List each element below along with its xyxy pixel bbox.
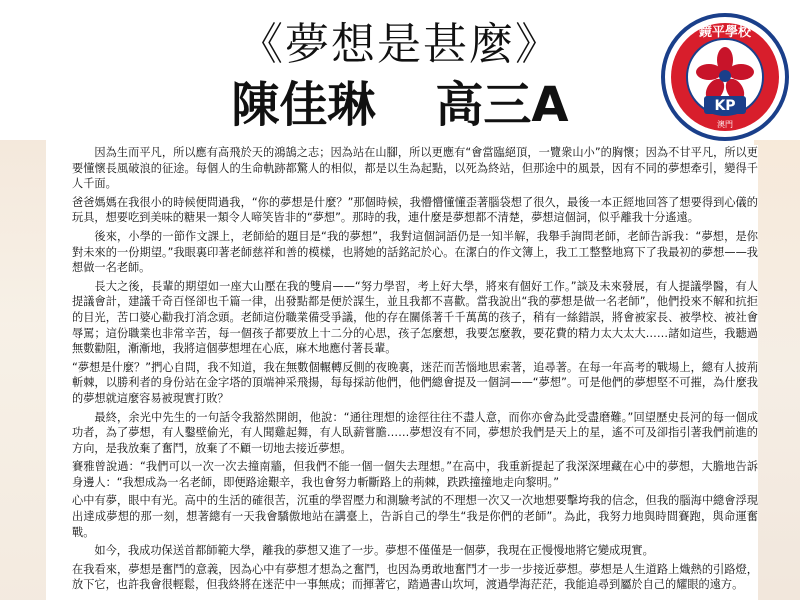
paragraph: 最終，余光中先生的一句話令我豁然開朗，他說：“通往理想的途徑往往不盡人意，而你亦會為此受盡磨難。”回望歷史長河的每一個成功者，為了夢想，有人鑿壁偷光，有人聞雞起舞，有人臥薪嘗膽……夢想沒有不同，夢想於我們是天上的星，遙不可及卻指引著我們前進的方向，是我放棄了奮鬥，放棄了不顧一切地去接近夢想。 — [72, 410, 758, 455]
school-logo — [660, 12, 790, 142]
essay-title: 《夢想是甚麼》 — [239, 19, 561, 70]
paragraph: 因為生而平凡，所以應有高飛於天的鴻鵠之志；因為站在山腳，所以更應有“會當臨絕頂，一覽衆山小”的胸懷；因為不甘平凡，所以更要懂懷長風破浪的征途。每個人的生命軌跡都驚人的相似，都是以生為起點，以死為終站，但那途中的風景，因有不同的夢想牽引，變得千人千面。 — [72, 146, 758, 191]
author-class: 高三A — [435, 77, 569, 133]
essay-body — [72, 145, 758, 600]
right-decorative-strip — [754, 140, 800, 600]
logo-school-name: 鏡平學校 — [698, 25, 752, 40]
paragraph: “夢想是什麼？”捫心自問，我不知道，我在無數個輾轉反側的夜晚裏，迷茫而苦惱地思索著，追尋著。在每一年高考的戰場上，總有人披荊斬棘，以勝利者的身份站在金字塔的頂端神采飛揚，每每採訪他們，他們總會提及一個詞——“夢想”。可是他們的夢想堅不可摧，為什麼我的夢想就這麼容易被現實打敗？ — [72, 360, 758, 405]
paragraph: 長大之後，長輩的期望如一座大山壓在我的雙肩——“努力學習，考上好大學，將來有個好工作。”談及未來發展，有人提議學醫，有人提議會計，建議千奇百怪卻也千篇一律，出發點都是便於謀生，並且我都不喜歡。當我說出“我的夢想是做一名老師”，他們投來不解和抗拒的目光，苦口婆心勸我打消念頭。老師這份職業備受爭議，他的存在關係著千千萬萬的孩子，稍有一絲錯誤，將會被家長、被學校、被社會辱罵；這份職業也非常辛苦，每一個孩子都要放上十二分的心思，孩子怎麼想，我要怎麼教，要花費的精力太大太大……諸如這些，我聽過無數勸阻，漸漸地，我將這個夢想埋在心底，麻木地應付著長輩。 — [72, 279, 758, 356]
paragraph: 後來，小學的一節作文課上，老師給的題目是“我的夢想”，我對這個詞語仍是一知半解，我舉手詢問老師，老師告訴我：“夢想，是你對未來的一份期望。”我眼裏印著老師慈祥和善的模樣，也將她的話銘記於心。在潔白的作文簿上，我工工整整地寫下了我最初的夢想——我想做一名老師。 — [72, 229, 758, 275]
paragraph: 在我看來，夢想是奮鬥的意義，因為心中有夢想才想為之奮鬥，也因為勇敢地奮鬥才一步一步接近夢想。夢想是人生道路上熾熱的引路燈，放下它，也許我會很輕鬆，但我終將在迷茫中一事無成；而揮著它，踏過書山坎坷，渡過學海茫茫，我能追尋到屬於自己的耀眼的遠方。 — [72, 562, 758, 592]
left-decorative-strip — [0, 140, 46, 600]
paragraph: 爸爸媽媽在我很小的時候便問過我，“你的夢想是什麼？”那個時候，我懵懵懂懂歪著腦袋想了很久，最後一本正經地回答了想要得到心儀的玩具，想要吃到美味的糖果一類令人啼笑皆非的“夢想”。那時的我，連什麼是夢想都不清楚，夢想這個詞，似乎離我十分遙遠。 — [72, 195, 758, 225]
logo-location: 澳門 — [717, 120, 733, 129]
paragraph: 如今，我成功保送首都師範大學，離我的夢想又進了一步。夢想不僅僅是一個夢，我現在正慢慢地將它變成現實。 — [94, 544, 654, 558]
paragraph: 賽雅曾說過：“我們可以一次一次去撞南牆，但我們不能一個一個失去理想。”在高中，我重新提起了我深深埋藏在心中的夢想，大膽地告訴身邊人：“我想成為一名老師，即便路途艱辛，我也會努力斬斷路上的荊棘，跌跌撞撞地走向黎明。” — [72, 460, 758, 489]
paragraph: 心中有夢，眼中有光。高中的生活的確很苦，沉重的學習壓力和測驗考試的不理想一次又一次地想要擊垮我的信念，但我的腦海中總會浮現出達成夢想的那一刻，想著總有一天我會驕傲地站在講臺上，告訴自己的學生“我是你們的老師”。為此，我努力地與時間賽跑，與命運奮戰。 — [72, 494, 758, 539]
author-name: 陳佳琳 — [231, 77, 376, 133]
logo-letters: KP — [714, 98, 736, 114]
